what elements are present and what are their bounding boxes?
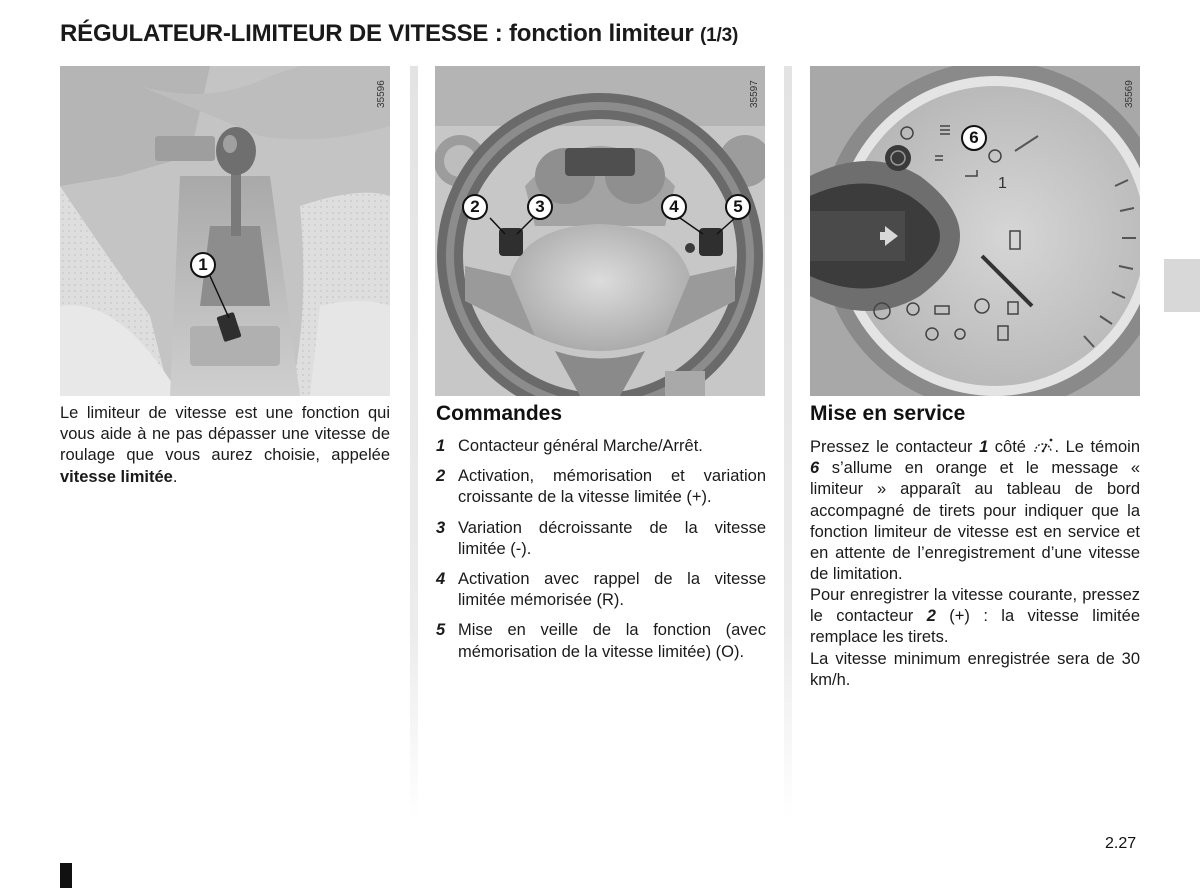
- column-separator-right: [784, 66, 792, 820]
- mise-en-service-paragraph-2: [810, 585, 1140, 649]
- callout-3: 3: [527, 194, 553, 220]
- console-illustration: [60, 66, 390, 396]
- text-run: . Le témoin: [1054, 438, 1140, 456]
- switch-number: 1: [979, 438, 989, 456]
- list-item-number: 2: [436, 467, 446, 486]
- instrument-cluster-illustration: [810, 66, 1140, 396]
- list-item-text: Activation, mémorisation et variation croissante de la vitesse limitée (+).: [458, 467, 766, 507]
- callout-1: 1: [190, 252, 216, 278]
- callout-5: 5: [725, 194, 751, 220]
- list-item: [436, 436, 766, 457]
- mise-en-service-paragraph-3: La vitesse minimum enregistrée sera de 30 km/h.: [810, 650, 1140, 690]
- list-item: [436, 518, 766, 560]
- list-item-text: Variation décroissante de la vitesse limitée (-).: [458, 518, 766, 558]
- figure-steering-wheel: [435, 66, 765, 396]
- text-run: (+) : la vitesse limitée remplace les tirets.: [810, 607, 1140, 647]
- column-separator-left: [410, 66, 418, 820]
- intro-paragraph: [60, 403, 390, 488]
- corner-mark: [60, 863, 72, 888]
- callout-2: 2: [462, 194, 488, 220]
- figure-instrument-cluster: [810, 66, 1140, 396]
- page-title: [60, 20, 738, 48]
- mise-en-service-paragraph-1: [810, 437, 1140, 585]
- list-item-text: Contacteur général Marche/Arrêt.: [458, 437, 703, 455]
- intro-end: .: [172, 467, 178, 486]
- list-item-number: 4: [436, 570, 446, 589]
- steering-wheel-illustration: [435, 66, 765, 396]
- list-item-number: 3: [436, 518, 446, 537]
- page-title-main: RÉGULATEUR-LIMITEUR DE VITESSE : fonction limiteur: [60, 20, 694, 47]
- list-item: [436, 569, 766, 611]
- list-item-number: 5: [436, 621, 446, 640]
- text-run: s’allume en orange et le message « limiteur » apparaît au tableau de bord accompagné de tirets pour indiquer que la fonction limiteur de vitesse est en service et en attente de l’enregistrement d’une vitesse de limitation.: [810, 459, 1140, 584]
- page-title-suffix: (1/3): [700, 25, 739, 46]
- list-item: [436, 620, 766, 662]
- commandes-list: [436, 436, 766, 672]
- speed-limiter-icon: [1032, 437, 1054, 455]
- list-item-text: Mise en veille de la fonction (avec mémorisation de la vitesse limitée) (O).: [458, 621, 766, 661]
- gauge-digit: 1: [998, 175, 1007, 192]
- page-number: 2.27: [1105, 835, 1137, 852]
- commandes-heading: Commandes: [436, 402, 563, 425]
- callout-6: 6: [961, 125, 987, 151]
- text-run: Pressez le contacteur: [810, 438, 980, 456]
- text-run: Pour enregistrer la vitesse courante, pressez le contacteur: [810, 586, 1140, 626]
- figure-reference: 35597: [749, 80, 760, 108]
- chapter-tab: [1164, 259, 1200, 312]
- list-item-text: Activation avec rappel de la vitesse limitée mémorisée (R).: [458, 570, 766, 610]
- figure-reference: 35596: [376, 80, 387, 108]
- mise-en-service-heading: Mise en service: [810, 402, 966, 425]
- callout-4: 4: [661, 194, 687, 220]
- warning-light-number: 6: [810, 459, 820, 478]
- switch-number: 2: [926, 607, 936, 626]
- figure-reference: 35569: [1124, 80, 1135, 108]
- list-item-number: 1: [436, 437, 446, 455]
- figure-console: [60, 66, 390, 396]
- intro-emphasis: vitesse limitée: [60, 467, 173, 486]
- text-run: côté: [988, 438, 1033, 456]
- intro-text: Le limiteur de vitesse est une fonction qui vous aide à ne pas dépasser une vitesse de roulage que vous aurez choisie, appelée: [60, 404, 390, 465]
- list-item: [436, 466, 766, 508]
